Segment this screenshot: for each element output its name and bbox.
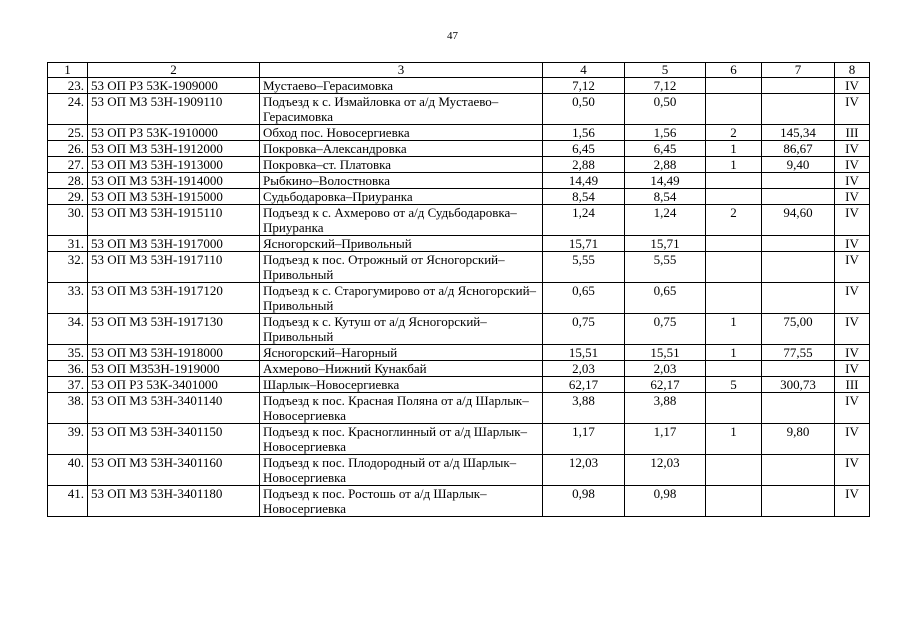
bridge-length: [762, 173, 835, 189]
road-name: Покровка–ст. Платовка: [260, 157, 543, 173]
column-header: 4: [543, 63, 625, 78]
road-code: 53 ОП МЗ 53Н-1917000: [88, 236, 260, 252]
bridge-length: [762, 455, 835, 486]
table-row: [48, 424, 870, 455]
column-header: 1: [48, 63, 88, 78]
length-total: 2,03: [543, 361, 625, 377]
table-row: [48, 283, 870, 314]
roads-table: [47, 62, 870, 517]
bridge-count: [706, 361, 762, 377]
road-category: IV: [835, 393, 870, 424]
bridge-length: [762, 252, 835, 283]
road-category: IV: [835, 283, 870, 314]
road-code: 53 ОП МЗ 53Н-1917120: [88, 283, 260, 314]
road-code: 53 ОП МЗ 53Н-3401180: [88, 486, 260, 517]
road-name: Подъезд к пос. Отрожный от Ясногорский–Привольный: [260, 252, 543, 283]
length-value: 15,51: [625, 345, 706, 361]
road-name: Подъезд к с. Старогумирово от а/д Ясногорский–Привольный: [260, 283, 543, 314]
road-code: 53 ОП МЗ 53Н-3401150: [88, 424, 260, 455]
road-name: Подъезд к с. Ахмерово от а/д Судьбодаровка–Приуранка: [260, 205, 543, 236]
column-header: 7: [762, 63, 835, 78]
road-code: 53 ОП МЗ 53Н-1912000: [88, 141, 260, 157]
road-code: 53 ОП МЗ 53Н-3401140: [88, 393, 260, 424]
length-value: 12,03: [625, 455, 706, 486]
column-header: 2: [88, 63, 260, 78]
table-row: [48, 455, 870, 486]
road-code: 53 ОП МЗ 53Н-3401160: [88, 455, 260, 486]
length-total: 1,24: [543, 205, 625, 236]
column-header: 6: [706, 63, 762, 78]
length-value: 14,49: [625, 173, 706, 189]
length-value: 2,03: [625, 361, 706, 377]
road-category: IV: [835, 78, 870, 94]
bridge-length: 9,80: [762, 424, 835, 455]
road-name: Обход пос. Новосергиевка: [260, 125, 543, 141]
bridge-length: 77,55: [762, 345, 835, 361]
table-row: [48, 361, 870, 377]
length-total: 1,17: [543, 424, 625, 455]
bridge-count: [706, 189, 762, 205]
table-row: [48, 173, 870, 189]
road-category: IV: [835, 424, 870, 455]
bridge-count: [706, 455, 762, 486]
bridge-length: [762, 393, 835, 424]
road-name: Ясногорский–Привольный: [260, 236, 543, 252]
length-total: 1,56: [543, 125, 625, 141]
table-body: [48, 78, 870, 517]
length-value: 0,65: [625, 283, 706, 314]
road-category: IV: [835, 173, 870, 189]
row-number: 31.: [48, 236, 88, 252]
length-value: 0,50: [625, 94, 706, 125]
bridge-length: [762, 361, 835, 377]
row-number: 25.: [48, 125, 88, 141]
length-total: 15,51: [543, 345, 625, 361]
bridge-count: [706, 283, 762, 314]
table-row: [48, 345, 870, 361]
row-number: 24.: [48, 94, 88, 125]
length-total: 3,88: [543, 393, 625, 424]
table-row: [48, 393, 870, 424]
length-value: 7,12: [625, 78, 706, 94]
table-row: [48, 125, 870, 141]
bridge-count: [706, 94, 762, 125]
road-code: 53 ОП МЗ 53Н-1909110: [88, 94, 260, 125]
length-value: 15,71: [625, 236, 706, 252]
length-value: 1,24: [625, 205, 706, 236]
length-value: 1,17: [625, 424, 706, 455]
road-category: III: [835, 377, 870, 393]
bridge-count: 2: [706, 125, 762, 141]
bridge-count: [706, 78, 762, 94]
table-row: [48, 252, 870, 283]
road-name: Шарлык–Новосергиевка: [260, 377, 543, 393]
road-name: Ясногорский–Нагорный: [260, 345, 543, 361]
road-category: IV: [835, 189, 870, 205]
bridge-length: 300,73: [762, 377, 835, 393]
bridge-length: [762, 486, 835, 517]
length-value: 1,56: [625, 125, 706, 141]
bridge-count: [706, 173, 762, 189]
length-total: 15,71: [543, 236, 625, 252]
road-name: Подъезд к с. Кутуш от а/д Ясногорский–Привольный: [260, 314, 543, 345]
road-category: IV: [835, 236, 870, 252]
table-row: [48, 486, 870, 517]
bridge-length: 145,34: [762, 125, 835, 141]
row-number: 32.: [48, 252, 88, 283]
road-name: Подъезд к пос. Ростошь от а/д Шарлык–Новосергиевка: [260, 486, 543, 517]
column-header: 5: [625, 63, 706, 78]
bridge-count: 1: [706, 314, 762, 345]
bridge-length: 94,60: [762, 205, 835, 236]
road-code: 53 ОП МЗ 53Н-1914000: [88, 173, 260, 189]
length-total: 6,45: [543, 141, 625, 157]
table-row: [48, 236, 870, 252]
road-name: Ахмерово–Нижний Кунакбай: [260, 361, 543, 377]
length-value: 6,45: [625, 141, 706, 157]
length-value: 62,17: [625, 377, 706, 393]
length-value: 8,54: [625, 189, 706, 205]
row-number: 36.: [48, 361, 88, 377]
road-category: III: [835, 125, 870, 141]
row-number: 27.: [48, 157, 88, 173]
column-header: 8: [835, 63, 870, 78]
length-total: 5,55: [543, 252, 625, 283]
road-category: IV: [835, 345, 870, 361]
row-number: 29.: [48, 189, 88, 205]
road-category: IV: [835, 486, 870, 517]
length-total: 8,54: [543, 189, 625, 205]
road-code: 53 ОП РЗ 53К-3401000: [88, 377, 260, 393]
length-total: 2,88: [543, 157, 625, 173]
bridge-length: 9,40: [762, 157, 835, 173]
road-name: Рыбкино–Волостновка: [260, 173, 543, 189]
length-total: 12,03: [543, 455, 625, 486]
road-code: 53 ОП МЗ 53Н-1917110: [88, 252, 260, 283]
road-name: Подъезд к с. Измайловка от а/д Мустаево–Герасимовка: [260, 94, 543, 125]
table-row: [48, 314, 870, 345]
length-total: 0,75: [543, 314, 625, 345]
bridge-count: 5: [706, 377, 762, 393]
road-category: IV: [835, 205, 870, 236]
row-number: 30.: [48, 205, 88, 236]
table-row: [48, 189, 870, 205]
table-row: [48, 141, 870, 157]
road-category: IV: [835, 252, 870, 283]
road-code: 53 ОП МЗ 53Н-1915110: [88, 205, 260, 236]
bridge-count: [706, 252, 762, 283]
length-total: 0,50: [543, 94, 625, 125]
length-value: 3,88: [625, 393, 706, 424]
road-code: 53 ОП МЗ 53Н-1918000: [88, 345, 260, 361]
road-name: Подъезд к пос. Красная Поляна от а/д Шарлык–Новосергиевка: [260, 393, 543, 424]
bridge-length: [762, 78, 835, 94]
row-number: 39.: [48, 424, 88, 455]
length-value: 0,98: [625, 486, 706, 517]
bridge-length: [762, 236, 835, 252]
bridge-length: 86,67: [762, 141, 835, 157]
road-name: Подъезд к пос. Красноглинный от а/д Шарлык–Новосергиевка: [260, 424, 543, 455]
road-name: Мустаево–Герасимовка: [260, 78, 543, 94]
bridge-count: [706, 393, 762, 424]
row-number: 37.: [48, 377, 88, 393]
table-row: [48, 157, 870, 173]
bridge-count: [706, 236, 762, 252]
road-name: Судьбодаровка–Приуранка: [260, 189, 543, 205]
road-code: 53 ОП РЗ 53К-1910000: [88, 125, 260, 141]
length-value: 2,88: [625, 157, 706, 173]
road-category: IV: [835, 94, 870, 125]
table-row: [48, 78, 870, 94]
road-name: Подъезд к пос. Плодородный от а/д Шарлык–Новосергиевка: [260, 455, 543, 486]
row-number: 28.: [48, 173, 88, 189]
length-value: 0,75: [625, 314, 706, 345]
row-number: 41.: [48, 486, 88, 517]
row-number: 35.: [48, 345, 88, 361]
road-category: IV: [835, 314, 870, 345]
page-number: 47: [447, 30, 458, 42]
header-row: [48, 63, 870, 78]
bridge-count: 1: [706, 345, 762, 361]
row-number: 38.: [48, 393, 88, 424]
length-total: 7,12: [543, 78, 625, 94]
bridge-count: [706, 486, 762, 517]
length-total: 14,49: [543, 173, 625, 189]
bridge-length: [762, 189, 835, 205]
column-header: 3: [260, 63, 543, 78]
bridge-length: [762, 94, 835, 125]
table-row: [48, 377, 870, 393]
length-total: 62,17: [543, 377, 625, 393]
road-category: IV: [835, 141, 870, 157]
table-row: [48, 94, 870, 125]
table-row: [48, 205, 870, 236]
road-code: 53 ОП МЗ53Н-1919000: [88, 361, 260, 377]
bridge-count: 1: [706, 157, 762, 173]
bridge-count: 2: [706, 205, 762, 236]
road-code: 53 ОП РЗ 53К-1909000: [88, 78, 260, 94]
length-value: 5,55: [625, 252, 706, 283]
bridge-count: 1: [706, 424, 762, 455]
road-name: Покровка–Александровка: [260, 141, 543, 157]
row-number: 33.: [48, 283, 88, 314]
road-category: IV: [835, 157, 870, 173]
road-category: IV: [835, 361, 870, 377]
road-category: IV: [835, 455, 870, 486]
row-number: 23.: [48, 78, 88, 94]
road-code: 53 ОП МЗ 53Н-1913000: [88, 157, 260, 173]
length-total: 0,65: [543, 283, 625, 314]
row-number: 34.: [48, 314, 88, 345]
length-total: 0,98: [543, 486, 625, 517]
bridge-count: 1: [706, 141, 762, 157]
row-number: 26.: [48, 141, 88, 157]
row-number: 40.: [48, 455, 88, 486]
road-code: 53 ОП МЗ 53Н-1917130: [88, 314, 260, 345]
bridge-length: [762, 283, 835, 314]
road-code: 53 ОП МЗ 53Н-1915000: [88, 189, 260, 205]
bridge-length: 75,00: [762, 314, 835, 345]
